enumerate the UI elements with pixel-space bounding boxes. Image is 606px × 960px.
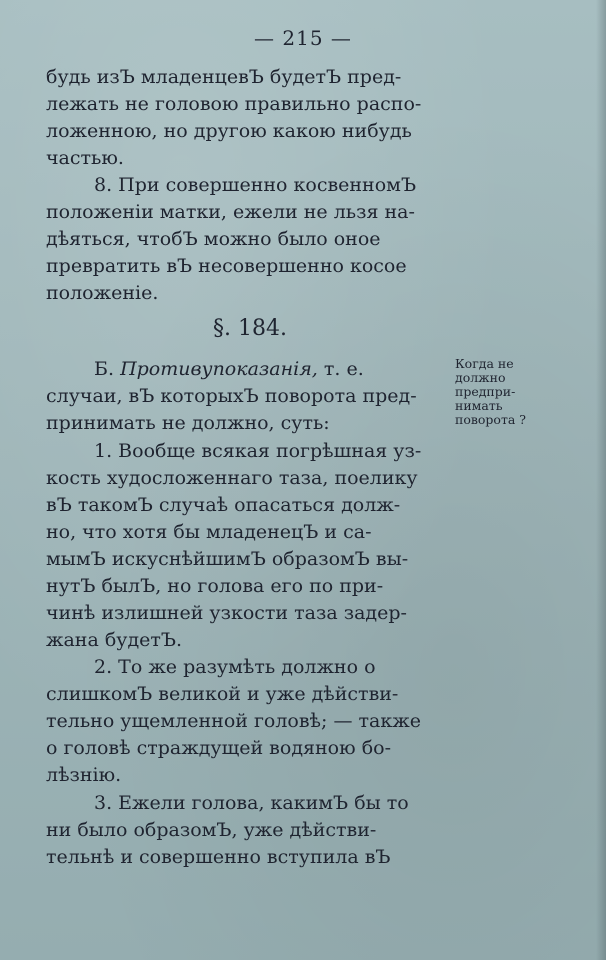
text-line: принимать не должно, суть:: [46, 412, 330, 434]
text-line: чинѣ излишней узкости таза задер-: [46, 602, 407, 624]
text-line: превратить вЪ несовершенно косое: [46, 255, 407, 277]
term-title: Противупоказанія,: [120, 358, 318, 380]
text-line: 8. При совершенно косвенномЪ: [94, 174, 417, 196]
text-line: дѣяться, чтобЪ можно было оное: [46, 228, 381, 250]
margin-note: [455, 357, 555, 427]
text-line: лѣзнію.: [46, 764, 122, 786]
margin-note-line: Когда не: [455, 356, 514, 371]
text-line: вЪ такомЪ случаѣ опасаться долж-: [46, 494, 401, 516]
text-line: слишкомЪ великой и уже дѣйстви-: [46, 683, 399, 705]
margin-note-line: должно: [455, 370, 506, 385]
text-line: 2. То же разумѣть должно о: [94, 656, 376, 678]
text-line: нутЪ былЪ, но голова его по при-: [46, 575, 384, 597]
section-heading: §. 184.: [213, 316, 287, 341]
text-line: частью.: [46, 147, 124, 169]
text-line-heading: [94, 356, 364, 382]
abbreviation: т. е.: [323, 358, 364, 380]
text-line: случаи, вЪ которыхЪ поворота пред-: [46, 385, 417, 407]
text-line: 1. Вообще всякая погрѣшная уз-: [94, 440, 422, 462]
text-line: положеніе.: [46, 282, 159, 304]
text-line: тельнѣ и совершенно вступила вЪ: [46, 846, 391, 868]
text-line: 3. Ежели голова, какимЪ бы то: [94, 792, 409, 814]
text-line: ни было образомЪ, уже дѣйстви-: [46, 819, 377, 841]
margin-note-line: нимать: [455, 398, 503, 413]
margin-note-line: поворота ?: [455, 412, 526, 427]
text-line: лежать не головою правильно распо-: [46, 93, 422, 115]
text-line: но, что хотя бы младенецЪ и са-: [46, 521, 372, 543]
text-line: кость худосложеннаго таза, поелику: [46, 467, 418, 489]
text-line: ложенною, но другою какою нибудь: [46, 120, 412, 142]
text-line: жана будетЪ.: [46, 629, 183, 651]
text-line: тельно ущемленной головѣ; — также: [46, 710, 421, 732]
text-line: мымЪ искуснѣйшимЪ образомЪ вы-: [46, 548, 409, 570]
item-letter: Б.: [94, 358, 115, 380]
page-gutter-shadow: [596, 0, 606, 960]
text-line: о головѣ страждущей водяною бо-: [46, 737, 391, 759]
text-line: положеніи матки, ежели не льзя на-: [46, 201, 415, 223]
margin-note-line: предпри-: [455, 384, 516, 399]
text-line: будь изЪ младенцевЪ будетЪ пред-: [46, 66, 402, 88]
page-number: — 215 —: [254, 26, 352, 50]
